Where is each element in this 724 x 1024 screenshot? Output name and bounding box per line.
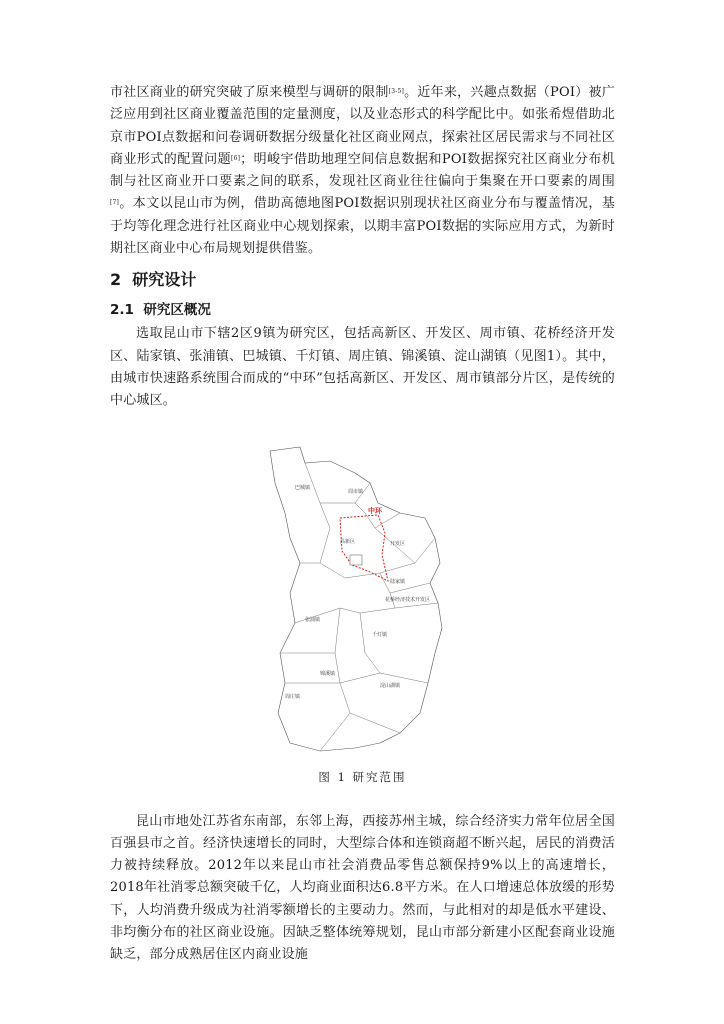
map-label-kaifa: 开发区 (390, 540, 406, 547)
map-label-huaqiao: 花桥经济技术开发区 (385, 596, 431, 603)
intro-paragraph: 市社区商业的研究突破了原来模型与调研的限制[3-5]。近年来，兴趣点数据（POI）被广泛应用到社区商业覆盖范围的定量测度，以及业态形式的科学配比中。如张希煜借助北京市POI点数据和问卷调研数据分级量化社区商业网点，探索社区居民需求与不同社区商业形式的配置问题[6]；明峻宇借助地理空间信息数据和POI数据探究社区商业分布机制与社区商业开口要素之间的联系，发现社区商业往往偏向于集聚在开口要素的周围[7]。本文以昆山市为例，借助高德地图POI数据识别现状社区商业分布与覆盖情况，基于均等化理念进行社区商业中心规划探索，以期丰富POI数据的实际应用方式，为新时期社区商业中心布局规划提供借鉴。 (110, 85, 616, 257)
section-heading-2: 2 研究设计 (110, 270, 197, 290)
page-content (110, 82, 615, 967)
citation-ref: [6] (231, 154, 241, 162)
map-label-bacheng: 巴城镇 (295, 484, 311, 491)
figure-caption: 图 1 研究范围 (318, 769, 407, 784)
map-label-gaoxin: 高新区 (340, 538, 356, 545)
map-label-dianshanhu: 淀山湖镇 (380, 682, 401, 689)
subsection-heading-2-1: 2.1 研究区概况 (110, 302, 211, 319)
inset-box (350, 555, 362, 565)
citation-ref: [3-5] (388, 88, 405, 95)
kunshan-overview-paragraph: 昆山市地处江苏省东南部，东邻上海，西接苏州主城，综合经济实力常年位居全国百强县市之首。经济快速增长的同时，大型综合体和连锁商超不断兴起，居民的消费活力被持续释放。2012年以来昆山市社会消费品零售总额保持9%以上的高速增长，2018年社消零总额突破千亿，人均商业面积达6.8平方米。在人口增速总体放缓的形势下，人均消费升级成为社消零额增长的主要动力。然而，与此相对的却是低水平建设、非均衡分布的社区商业设施。因缺乏整体统筹规划，昆山市部分新建小区配套商业设施缺乏，部分成熟居住区内商业设施 (110, 813, 615, 963)
map-label-qiandeng: 千灯镇 (372, 631, 388, 638)
map-label-zhoushi: 周市镇 (348, 488, 364, 495)
map-label-zhangpu: 张浦镇 (305, 616, 321, 623)
figure-1 (110, 443, 615, 755)
study-area-paragraph: 选取昆山市下辖2区9镇为研究区，包括高新区、开发区、周市镇、花桥经济开发区、陆家镇、张浦镇、巴城镇、千灯镇、周庄镇、锦溪镇、淀山湖镇（见图1）。其中，由城市快速路系统围合而成的“中环”包括高新区、开发区、周市镇部分片区，是传统的中心城区。 (110, 326, 615, 409)
map-label-lujia: 陆家镇 (390, 578, 406, 585)
map-label-jinxi: 锦溪镇 (320, 670, 336, 677)
map-label-zhouzhuang: 周庄镇 (285, 693, 301, 700)
citation-ref: [7] (110, 199, 120, 207)
study-area-map (260, 443, 460, 755)
map-label-zhonghuan: 中环 (368, 506, 382, 515)
